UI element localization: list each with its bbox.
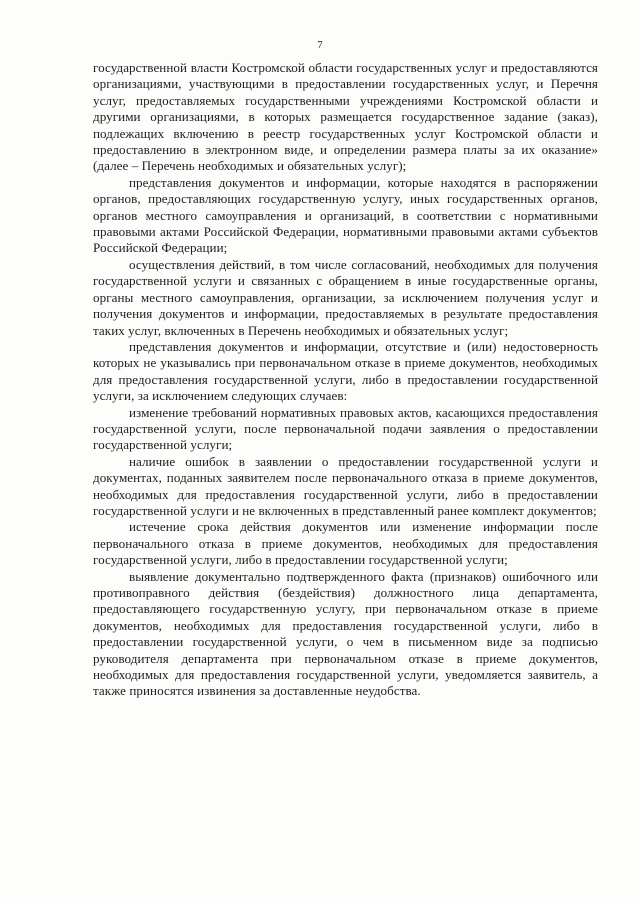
paragraph: выявление документально подтвержденного факта (признаков) ошибочного или противоправного действия (бездействия) должностного лица департамента, предоставляющего государственную услугу, при первоначальном отказе в приеме документов, необходимых для предоставления государственной услуги, либо в предоставлении государственной услуги, о чем в письменном виде за подписью руководителя департамента при первоначальном отказе в приеме документов, необходимых для предоставления государственной услуги, уведомляется заявитель, а также приносятся извинения за доставленные неудобства. — [93, 568, 598, 699]
document-body — [93, 60, 598, 700]
paragraph: осуществления действий, в том числе согласований, необходимых для получения государственной услуги и связанных с обращением в иные государственные органы, органы местного самоуправления, организации, за исключением получения услуг и получения документов и информации, предоставляемых в результате предоставления таких услуг, включенных в Перечень необходимых и обязательных услуг; — [93, 256, 598, 338]
paragraph: изменение требований нормативных правовых актов, касающихся предоставления государственной услуги, после первоначальной подачи заявления о предоставлении государственной услуги; — [93, 404, 598, 453]
paragraph: государственной власти Костромской области государственных услуг и предоставляются организациями, участвующими в предоставлении государственных услуг, и Перечня услуг, предоставляемых государственными учреждениями Костромской области и другими организациями, в которых размещается государственное задание (заказ), подлежащих включению в реестр государственных услуг Костромской области и предоставлению в электронном виде, и определении размера платы за их оказание» (далее – Перечень необходимых и обязательных услуг); — [93, 60, 598, 174]
paragraph: истечение срока действия документов или изменение информации после первоначального отказа в приеме документов, необходимых для предоставления государственной услуги, либо в предоставлении государственной услуги; — [93, 519, 598, 568]
paragraph: представления документов и информации, которые находятся в распоряжении органов, предоставляющих государственную услугу, иных государственных органов, органов местного самоуправления и организаций, в соответствии с нормативными правовыми актами Российской Федерации, нормативными правовыми актами субъектов Российской Федерации; — [93, 174, 598, 256]
paragraph: представления документов и информации, отсутствие и (или) недостоверность которых не указывались при первоначальном отказе в приеме документов, необходимых для предоставления государственной услуги, либо в предоставлении государственной услуги, за исключением следующих случаев: — [93, 338, 598, 404]
page-number: 7 — [317, 39, 323, 51]
paragraph: наличие ошибок в заявлении о предоставлении государственной услуги и документах, поданных заявителем после первоначального отказа в приеме документов, необходимых для предоставления государственной услуги, либо в предоставлении государственной услуги и не включенных в представленный ранее комплект документов; — [93, 453, 598, 518]
